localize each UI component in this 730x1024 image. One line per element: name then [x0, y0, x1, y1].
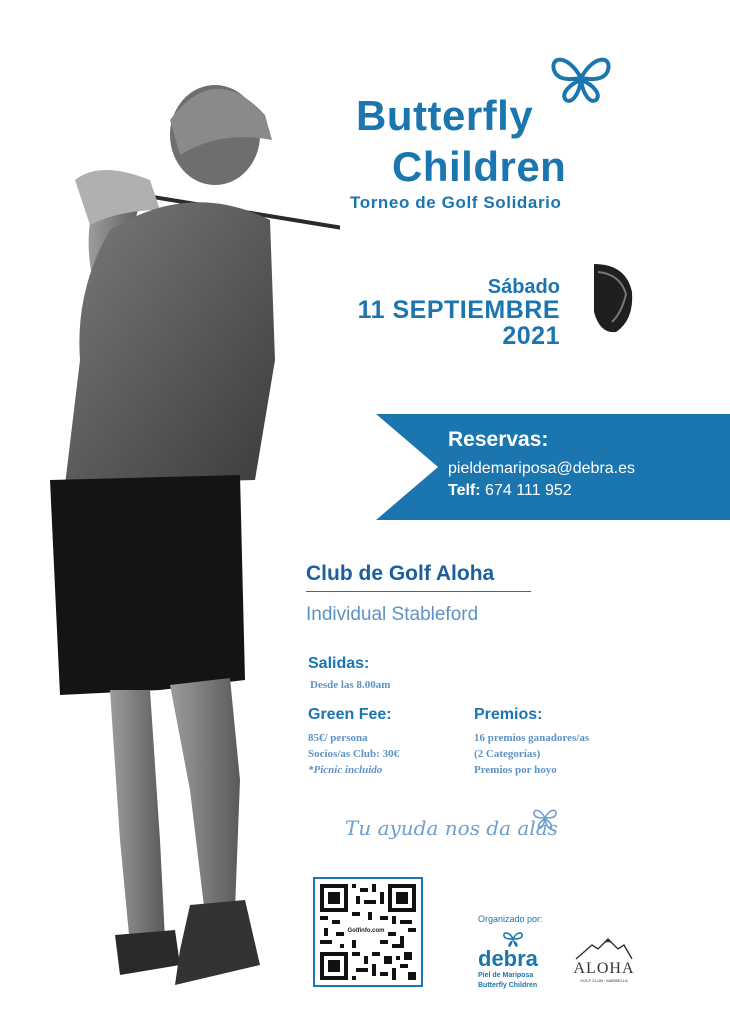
- green-fee-note: *Picnic incluido: [308, 764, 383, 776]
- reservation-phone[interactable]: [448, 482, 572, 500]
- green-fee-line: Socios/as Club: 30€: [308, 748, 400, 760]
- green-fee-label: Green Fee:: [308, 706, 392, 723]
- premios-line: Premios por hoyo: [474, 764, 557, 776]
- debra-logo-name: debra: [478, 946, 538, 971]
- aloha-logo-name: ALOHA: [573, 960, 635, 977]
- reservation-title: Reservas:: [448, 428, 549, 451]
- club-name: Club de Golf Aloha: [306, 562, 495, 585]
- premios-label: Premios:: [474, 706, 543, 723]
- event-subtitle: Torneo de Golf Solidario: [350, 193, 562, 212]
- premios-line: (2 Categorías): [474, 748, 541, 760]
- aloha-logo-subtitle: GOLF CLUB · MARBELLA: [580, 978, 628, 983]
- reservation-email[interactable]: pieldemariposa@debra.es: [448, 460, 636, 477]
- tournament-format: Individual Stableford: [306, 604, 479, 625]
- phone-number: 674 111 952: [485, 482, 572, 499]
- event-date-year: 2021: [502, 322, 560, 350]
- event-title-line1: Butterfly: [356, 92, 534, 139]
- green-fee-line: 85€/ persona: [308, 732, 368, 744]
- tagline: Tu ayuda nos da alas: [345, 816, 558, 840]
- event-date-month: 11 SEPTIEMBRE: [357, 296, 560, 324]
- club-head: [586, 262, 636, 334]
- premios-details: [474, 730, 589, 778]
- debra-logo-subtitle: Butterfly Children: [478, 982, 538, 989]
- mountain-icon: [574, 937, 634, 961]
- salidas-value: Desde las 8.00am: [310, 679, 391, 691]
- club-divider: [306, 591, 531, 592]
- organized-by-label: Organizado por:: [478, 914, 543, 924]
- debra-logo-subtitle: Piel de Mariposa: [478, 972, 534, 979]
- golfer-photo: [40, 60, 340, 1020]
- salidas-label: Salidas:: [308, 655, 370, 672]
- event-title-line2: Children: [392, 143, 567, 190]
- phone-label: Telf:: [448, 482, 481, 499]
- event-date-day: Sábado: [487, 276, 560, 298]
- butterfly-icon: [532, 806, 558, 830]
- green-fee-details: [308, 730, 399, 778]
- premios-line: 16 premios ganadores/as: [474, 732, 590, 744]
- qr-code-label: Golfinfo.com: [347, 928, 385, 934]
